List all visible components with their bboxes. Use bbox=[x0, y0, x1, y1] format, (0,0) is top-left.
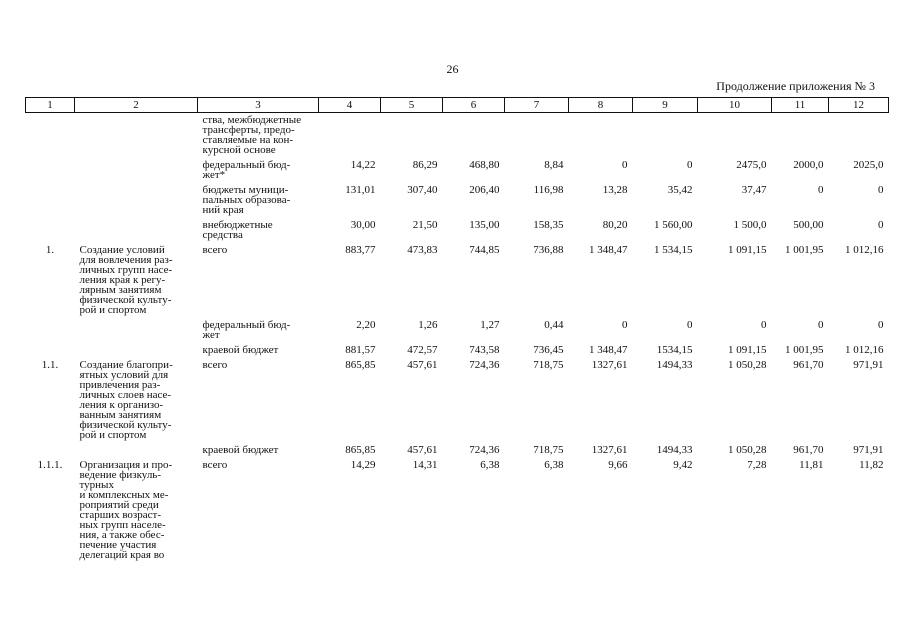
value-cell: 14,31 bbox=[412, 459, 438, 471]
value-cell: 0 bbox=[818, 184, 824, 196]
funding-source-line: пальных образова- bbox=[202, 194, 291, 206]
activity-name-line: ванным занятиям bbox=[79, 409, 162, 421]
funding-source-line: трансферты, предо- bbox=[202, 124, 295, 136]
table-row bbox=[26, 113, 889, 159]
funding-source-line: ний края bbox=[202, 204, 244, 216]
funding-source-line: федеральный бюд- bbox=[202, 159, 291, 171]
value-cell: 1327,61 bbox=[591, 359, 628, 371]
table-row bbox=[26, 183, 889, 218]
value-cell: 158,35 bbox=[533, 219, 564, 231]
value-cell: 11,81 bbox=[799, 459, 824, 471]
appendix-note: Продолжение приложения № 3 bbox=[716, 79, 875, 93]
funding-source-line: внебюджетные bbox=[202, 219, 273, 231]
value-cell bbox=[633, 113, 698, 159]
activity-name-line: делегаций края во bbox=[79, 549, 165, 561]
value-cell: 116,98 bbox=[533, 184, 564, 196]
row-index bbox=[26, 443, 75, 458]
value-cell: 0 bbox=[687, 159, 693, 171]
activity-name bbox=[75, 358, 198, 443]
column-header: 8 bbox=[569, 98, 633, 113]
value-cell: 472,57 bbox=[407, 344, 438, 356]
value-cell: 1 348,47 bbox=[589, 344, 628, 356]
value-cell: 865,85 bbox=[345, 359, 376, 371]
activity-name bbox=[75, 113, 198, 159]
funding-source-line: всего bbox=[202, 244, 228, 256]
value-cell: 1,27 bbox=[480, 319, 500, 331]
funding-source-line: ставляемые на кон- bbox=[202, 134, 294, 146]
table-row bbox=[26, 358, 889, 443]
table-row bbox=[26, 443, 889, 458]
activity-name-line: ятных условий для bbox=[79, 369, 169, 381]
row-index bbox=[26, 183, 75, 218]
funding-source bbox=[198, 113, 319, 159]
value-cell: 1 012,16 bbox=[845, 244, 884, 256]
row-index: 1.1.1. bbox=[37, 459, 63, 471]
value-cell: 6,38 bbox=[480, 459, 500, 471]
value-cell: 744,85 bbox=[469, 244, 500, 256]
value-cell: 1 050,28 bbox=[728, 444, 767, 456]
value-cell: 1 091,15 bbox=[728, 344, 767, 356]
table-row bbox=[26, 218, 889, 243]
activity-name-line: роприятий среди bbox=[79, 499, 159, 511]
column-header: 3 bbox=[198, 98, 319, 113]
activity-name bbox=[75, 218, 198, 243]
value-cell: 135,00 bbox=[469, 219, 500, 231]
table-row bbox=[26, 343, 889, 358]
funding-source-line: всего bbox=[202, 359, 228, 371]
value-cell: 2025,0 bbox=[853, 159, 884, 171]
activity-name-line: физической культу- bbox=[79, 294, 172, 306]
value-cell: 1 091,15 bbox=[728, 244, 767, 256]
column-header: 6 bbox=[443, 98, 505, 113]
activity-name-line: рой и спортом bbox=[79, 304, 147, 316]
activity-name bbox=[75, 243, 198, 318]
value-cell: 865,85 bbox=[345, 444, 376, 456]
funding-source-line: краевой бюджет bbox=[202, 344, 279, 356]
value-cell: 1 001,95 bbox=[785, 244, 824, 256]
activity-name bbox=[75, 318, 198, 343]
value-cell: 13,28 bbox=[602, 184, 628, 196]
value-cell bbox=[443, 113, 505, 159]
column-header: 4 bbox=[319, 98, 381, 113]
activity-name-line: личных групп насе- bbox=[79, 264, 173, 276]
activity-name bbox=[75, 158, 198, 183]
funding-source-line: жет* bbox=[202, 169, 226, 181]
value-cell: 0 bbox=[818, 319, 824, 331]
value-cell: 961,70 bbox=[793, 359, 824, 371]
value-cell: 9,42 bbox=[673, 459, 693, 471]
activity-name bbox=[75, 443, 198, 458]
value-cell: 0 bbox=[878, 184, 884, 196]
value-cell: 457,61 bbox=[407, 359, 438, 371]
value-cell: 457,61 bbox=[407, 444, 438, 456]
value-cell: 718,75 bbox=[533, 444, 564, 456]
value-cell: 7,28 bbox=[747, 459, 767, 471]
activity-name-line: ления края к регу- bbox=[79, 274, 166, 286]
activity-name-line: привлечения раз- bbox=[79, 379, 161, 391]
value-cell: 30,00 bbox=[350, 219, 376, 231]
column-header: 9 bbox=[633, 98, 698, 113]
value-cell: 206,40 bbox=[469, 184, 500, 196]
value-cell: 0 bbox=[878, 219, 884, 231]
table-row bbox=[26, 318, 889, 343]
value-cell: 11,82 bbox=[859, 459, 884, 471]
funding-source bbox=[198, 443, 319, 458]
page-number: 26 bbox=[446, 62, 459, 76]
value-cell bbox=[569, 113, 633, 159]
activity-name bbox=[75, 343, 198, 358]
funding-source-line: жет bbox=[202, 329, 220, 341]
activity-name-line: печение участия bbox=[79, 539, 157, 551]
value-cell: 0 bbox=[878, 319, 884, 331]
table-body bbox=[26, 113, 889, 564]
value-cell: 80,20 bbox=[602, 219, 628, 231]
value-cell bbox=[829, 113, 889, 159]
activity-name-line: личных слоев насе- bbox=[79, 389, 172, 401]
funding-source-line: краевой бюджет bbox=[202, 444, 279, 456]
activity-name-line: турных bbox=[79, 479, 114, 491]
funding-source bbox=[198, 243, 319, 318]
value-cell: 131,01 bbox=[345, 184, 376, 196]
value-cell: 718,75 bbox=[533, 359, 564, 371]
value-cell: 1 500,0 bbox=[733, 219, 767, 231]
table-row bbox=[26, 243, 889, 318]
column-header: 5 bbox=[381, 98, 443, 113]
value-cell: 1,26 bbox=[418, 319, 438, 331]
value-cell: 8,84 bbox=[544, 159, 564, 171]
funding-source-line: средства bbox=[202, 229, 243, 241]
value-cell: 1 001,95 bbox=[785, 344, 824, 356]
value-cell: 37,47 bbox=[741, 184, 767, 196]
row-index bbox=[26, 218, 75, 243]
row-index: 1. bbox=[45, 244, 55, 256]
value-cell: 1534,15 bbox=[656, 344, 693, 356]
table-row bbox=[26, 458, 889, 563]
activity-name-line: и комплексных ме- bbox=[79, 489, 169, 501]
table-header-row bbox=[26, 98, 889, 113]
activity-name-line: Создание благопри- bbox=[79, 359, 173, 371]
funding-source bbox=[198, 318, 319, 343]
row-index bbox=[26, 158, 75, 183]
value-cell: 1 050,28 bbox=[728, 359, 767, 371]
activity-name bbox=[75, 458, 198, 563]
value-cell: 971,91 bbox=[853, 444, 884, 456]
value-cell bbox=[505, 113, 569, 159]
value-cell: 2,20 bbox=[356, 319, 376, 331]
value-cell: 2000,0 bbox=[793, 159, 824, 171]
activity-name-line: Организация и про- bbox=[79, 459, 173, 471]
value-cell: 1494,33 bbox=[656, 444, 693, 456]
value-cell: 724,36 bbox=[469, 444, 500, 456]
value-cell: 1 560,00 bbox=[654, 219, 693, 231]
value-cell: 14,22 bbox=[350, 159, 376, 171]
value-cell: 0 bbox=[622, 159, 628, 171]
value-cell: 6,38 bbox=[544, 459, 564, 471]
value-cell bbox=[772, 113, 829, 159]
value-cell: 21,50 bbox=[412, 219, 438, 231]
value-cell: 473,83 bbox=[407, 244, 438, 256]
column-header: 10 bbox=[698, 98, 772, 113]
value-cell bbox=[698, 113, 772, 159]
row-index bbox=[26, 343, 75, 358]
value-cell: 1327,61 bbox=[591, 444, 628, 456]
value-cell: 1 534,15 bbox=[654, 244, 693, 256]
value-cell: 961,70 bbox=[793, 444, 824, 456]
row-index: 1.1. bbox=[41, 359, 59, 371]
value-cell: 743,58 bbox=[469, 344, 500, 356]
funding-source bbox=[198, 358, 319, 443]
value-cell: 0 bbox=[687, 319, 693, 331]
value-cell: 0 bbox=[761, 319, 767, 331]
funding-source bbox=[198, 158, 319, 183]
value-cell: 883,77 bbox=[345, 244, 376, 256]
value-cell: 1 348,47 bbox=[589, 244, 628, 256]
value-cell: 468,80 bbox=[469, 159, 500, 171]
value-cell: 35,42 bbox=[667, 184, 693, 196]
value-cell: 881,57 bbox=[345, 344, 376, 356]
column-header: 1 bbox=[26, 98, 75, 113]
budget-table bbox=[25, 97, 889, 563]
activity-name-line: ведение физкуль- bbox=[79, 469, 161, 481]
activity-name-line: для вовлечения раз- bbox=[79, 254, 173, 266]
funding-source bbox=[198, 218, 319, 243]
row-index bbox=[26, 318, 75, 343]
value-cell: 736,88 bbox=[533, 244, 564, 256]
activity-name-line: Создание условий bbox=[79, 244, 165, 256]
funding-source bbox=[198, 343, 319, 358]
activity-name-line: ных групп населе- bbox=[79, 519, 166, 531]
value-cell: 724,36 bbox=[469, 359, 500, 371]
value-cell: 9,66 bbox=[608, 459, 628, 471]
value-cell: 2475,0 bbox=[736, 159, 767, 171]
activity-name-line: рой и спортом bbox=[79, 429, 147, 441]
value-cell: 14,29 bbox=[350, 459, 376, 471]
activity-name-line: физической культу- bbox=[79, 419, 172, 431]
funding-source bbox=[198, 183, 319, 218]
value-cell bbox=[319, 113, 381, 159]
row-index bbox=[26, 113, 75, 159]
value-cell: 0,44 bbox=[544, 319, 564, 331]
column-header: 11 bbox=[772, 98, 829, 113]
funding-source-line: бюджеты муници- bbox=[202, 184, 289, 196]
value-cell bbox=[381, 113, 443, 159]
value-cell: 307,40 bbox=[407, 184, 438, 196]
value-cell: 500,00 bbox=[793, 219, 824, 231]
value-cell: 736,45 bbox=[533, 344, 564, 356]
value-cell: 971,91 bbox=[853, 359, 884, 371]
activity-name-line: ния, а также обес- bbox=[79, 529, 165, 541]
funding-source bbox=[198, 458, 319, 563]
funding-source-line: ства, межбюджетные bbox=[202, 114, 302, 126]
table-row bbox=[26, 158, 889, 183]
column-header: 12 bbox=[829, 98, 889, 113]
value-cell: 1 012,16 bbox=[845, 344, 884, 356]
activity-name-line: лярным занятиям bbox=[79, 284, 162, 296]
funding-source-line: курсной основе bbox=[202, 144, 276, 156]
value-cell: 0 bbox=[622, 319, 628, 331]
funding-source-line: федеральный бюд- bbox=[202, 319, 291, 331]
value-cell: 1494,33 bbox=[656, 359, 693, 371]
activity-name bbox=[75, 183, 198, 218]
activity-name-line: старших возраст- bbox=[79, 509, 162, 521]
activity-name-line: ления к организо- bbox=[79, 399, 164, 411]
column-header: 2 bbox=[75, 98, 198, 113]
column-header: 7 bbox=[505, 98, 569, 113]
value-cell: 86,29 bbox=[412, 159, 438, 171]
funding-source-line: всего bbox=[202, 459, 228, 471]
